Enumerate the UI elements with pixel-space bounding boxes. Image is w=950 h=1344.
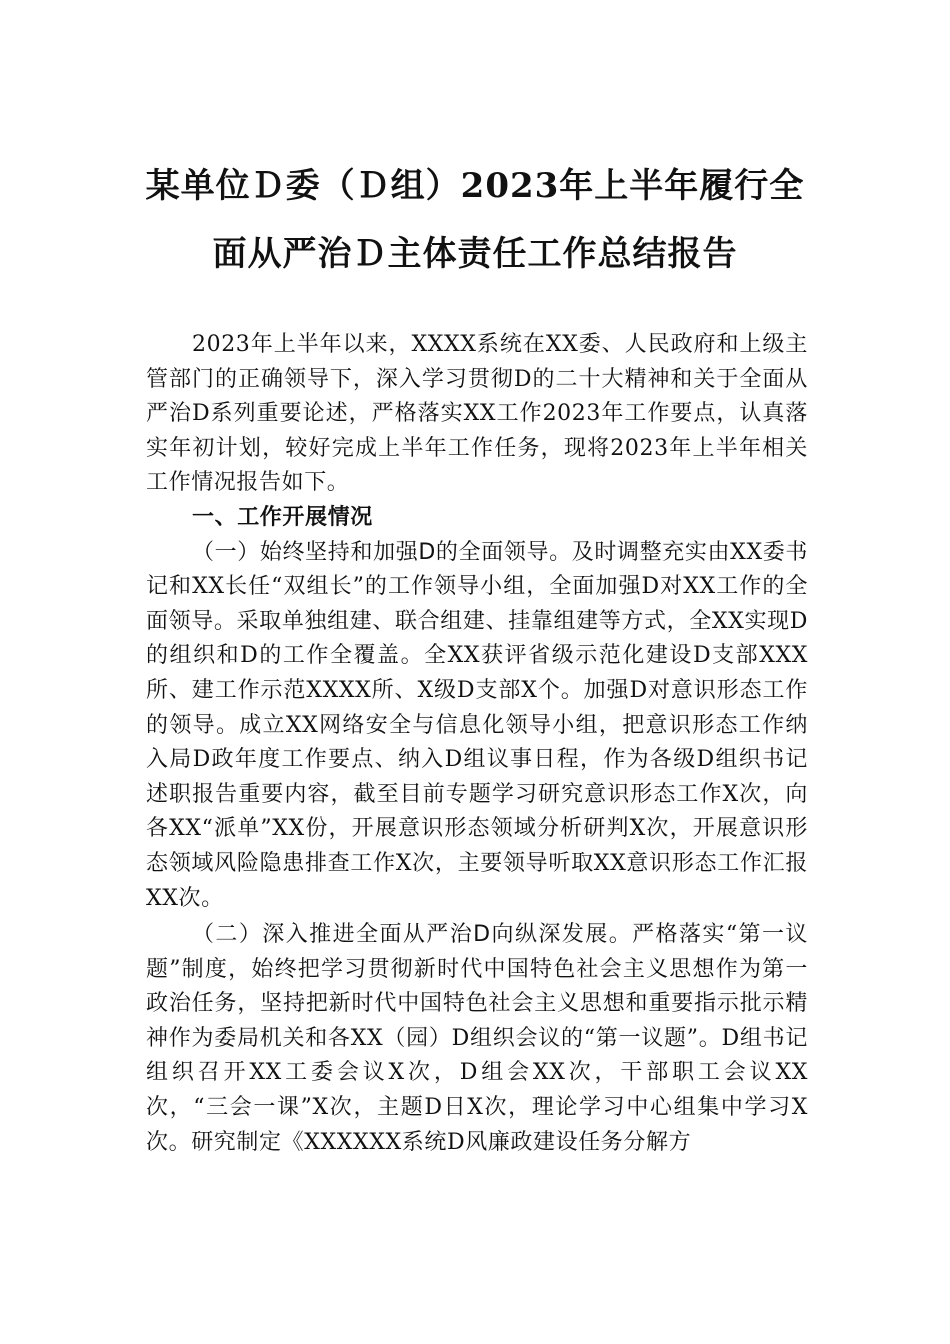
document-title-line-1: 某单位Ｄ委（Ｄ组）2023年上半年履行全 bbox=[145, 166, 805, 206]
subsection-2-text: 严格落实“第一议题”制度，始终把学习贯彻新时代中国特色社会主义思想作为第一政治任务，坚持把新时代中国特色社会主义思想和重要指示批示精神作为委局机关和各XX（园）D组织会议的“第一议题”。D组书记组织召开XX工委会议X次，D组会XX次，干部职工会议XX次，“三会一课”X次，主题D日X次，理论学习中心组集中学习X次。研究制定《XXXXXX系统D风廉政建设任务分解方 bbox=[146, 922, 808, 1155]
subsection-1-lead: （一）始终坚持和加强D的全面领导。 bbox=[192, 539, 572, 565]
subsection-2-paragraph bbox=[146, 918, 808, 1160]
document-title-line-2: 面从严治Ｄ主体责任工作总结报告 bbox=[212, 234, 738, 274]
subsection-1-paragraph bbox=[146, 536, 808, 917]
subsection-2-lead: （二）深入推进全面从严治D向纵深发展。 bbox=[192, 922, 633, 948]
document-body bbox=[146, 328, 808, 1160]
section-heading: 一、工作开展情况 bbox=[192, 504, 373, 530]
intro-paragraph: 2023年上半年以来，XXXX系统在XX委、人民政府和上级主管部门的正确领导下，深入学习贯彻D的二十大精神和关于全面从严治D系列重要论述，严格落实XX工作2023年工作要点，认真落实年初计划，较好完成上半年工作任务，现将2023年上半年相关工作情况报告如下。 bbox=[146, 332, 808, 496]
subsection-1-text: 及时调整充实由XX委书记和XX长任“双组长”的工作领导小组，全面加强D对XX工作的全面领导。采取单独组建、联合组建、挂靠组建等方式，全XX实现D的组织和D的工作全覆盖。全XX获评省级示范化建设D支部XXX所、建工作示范XXXX所、X级D支部X个。加强D对意识形态工作的领导。成立XX网络安全与信息化领导小组，把意识形态工作纳入局D政年度工作要点、纳入D组议事日程，作为各级D组织书记述职报告重要内容，截至目前专题学习研究意识形态工作X次，向各XX“派单”XX份，开展意识形态领域分析研判X次，开展意识形态领域风险隐患排查工作X次，主要领导听取XX意识形态工作汇报XX次。 bbox=[146, 539, 808, 911]
